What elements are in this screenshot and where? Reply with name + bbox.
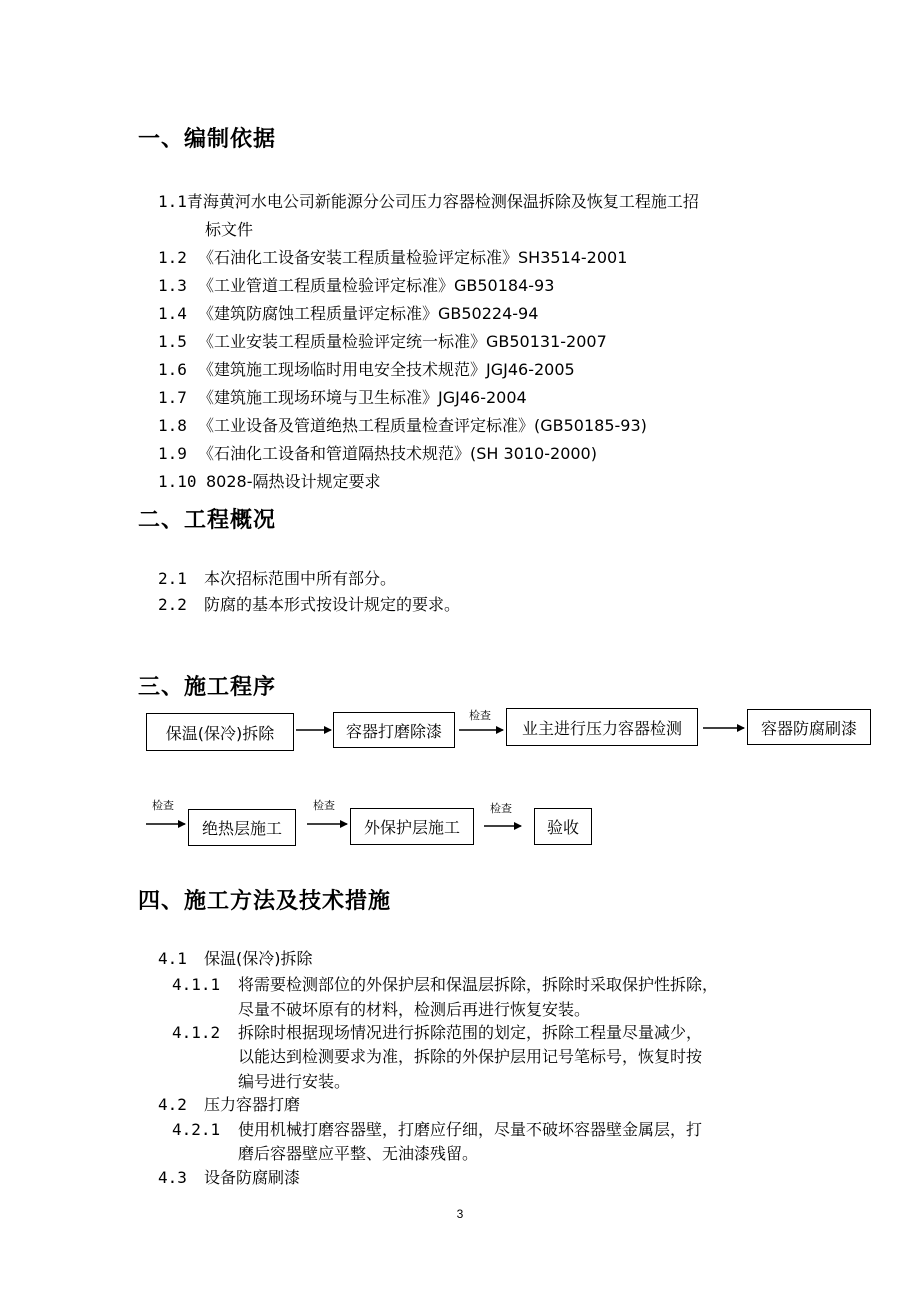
list-item: 2.1 本次招标范围中所有部分。 [158,569,397,588]
list-item: 1.8 《工业设备及管道绝热工程质量检查评定标准》(GB50185-93) [158,416,647,435]
flow-step-inspection: 业主进行压力容器检测 [506,708,698,746]
flow-step-anticorrosion-paint: 容器防腐刷漆 [747,709,871,745]
list-item: 4.1 保温(保冷)拆除 [158,949,313,968]
list-item: 4.2 压力容器打磨 [158,1095,301,1114]
list-item: 1.5 《工业安装工程质量检验评定统一标准》GB50131-2007 [158,332,607,351]
check-label: 检查 [490,802,512,815]
list-item: 1.3 《工业管道工程质量检验评定标准》GB50184-93 [158,276,555,295]
check-label: 检查 [469,709,491,722]
list-item: 1.10 8028-隔热设计规定要求 [158,472,381,491]
list-item: 2.2 防腐的基本形式按设计规定的要求。 [158,595,461,614]
page-number: 3 [456,1207,464,1221]
list-item: 4.1.1 将需要检测部位的外保护层和保温层拆除，拆除时采取保护性拆除， [172,975,719,994]
section-2-title: 二、工程概况 [138,508,277,533]
list-item: 1.1青海黄河水电公司新能源分公司压力容器检测保温拆除及恢复工程施工招 [158,192,699,211]
section-1-title: 一、编制依据 [138,127,277,152]
list-item: 4.2.1 使用机械打磨容器壁，打磨应仔细，尽量不破坏容器壁金属层，打 [172,1120,703,1139]
list-item: 4.1.2 拆除时根据现场情况进行拆除范围的划定，拆除工程量尽量减少， [172,1023,703,1042]
list-item-continuation: 磨后容器壁应平整、无油漆残留。 [238,1144,479,1163]
list-item-continuation: 尽量不破坏原有的材料，检测后再进行恢复安装。 [238,1000,591,1019]
flow-step-acceptance: 验收 [534,808,592,845]
list-item: 1.4 《建筑防腐蚀工程质量评定标准》GB50224-94 [158,304,539,323]
list-item: 1.9 《石油化工设备和管道隔热技术规范》(SH 3010-2000) [158,444,597,463]
flow-step-grinding: 容器打磨除漆 [333,712,455,748]
list-item: 1.7 《建筑施工现场环境与卫生标准》JGJ46-2004 [158,388,527,407]
section-4-title: 四、施工方法及技术措施 [138,889,392,914]
check-label: 检查 [152,799,174,812]
list-item-continuation: 标文件 [205,220,254,239]
list-item: 4.3 设备防腐刷漆 [158,1168,301,1187]
list-item-continuation: 以能达到检测要求为准，拆除的外保护层用记号笔标号，恢复时按 [238,1047,703,1066]
list-item-continuation: 编号进行安装。 [238,1072,351,1091]
list-item: 1.6 《建筑施工现场临时用电安全技术规范》JGJ46-2005 [158,360,575,379]
flow-step-outer-protection: 外保护层施工 [350,808,474,845]
list-item: 1.2 《石油化工设备安装工程质量检验评定标准》SH3514-2001 [158,248,628,267]
check-label: 检查 [313,799,335,812]
section-3-title: 三、施工程序 [138,675,277,700]
flow-step-insulation-removal: 保温(保冷)拆除 [146,713,294,751]
flow-step-insulation-layer: 绝热层施工 [188,809,296,846]
